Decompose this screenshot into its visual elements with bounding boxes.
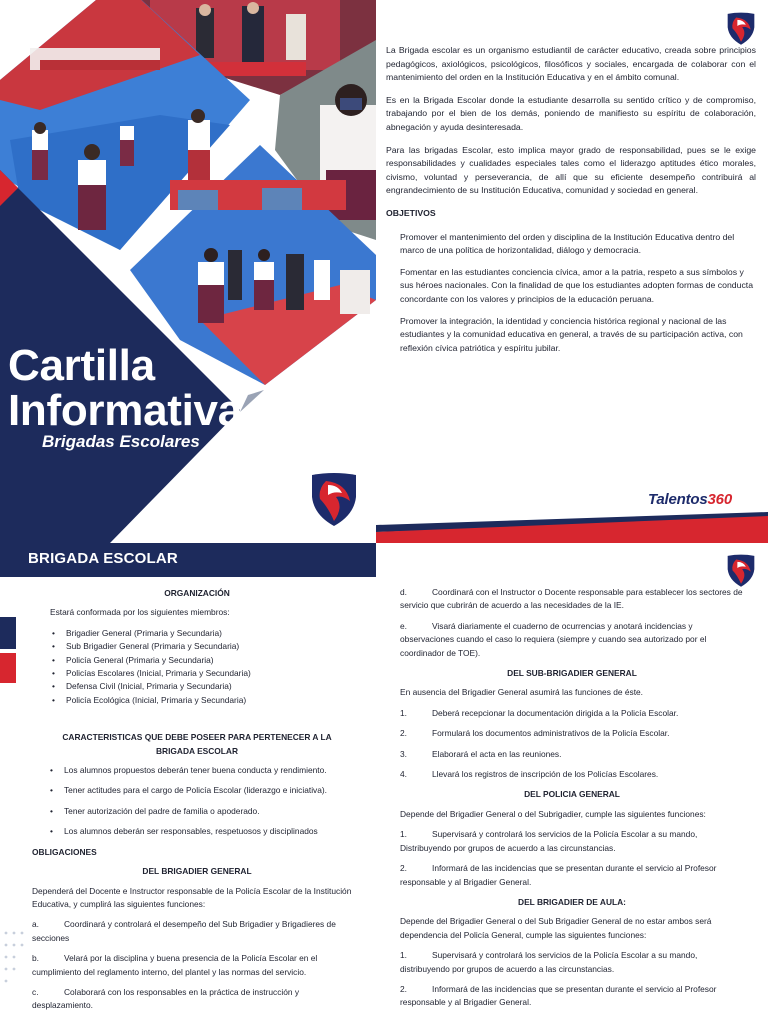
objetivos-heading: OBJETIVOS bbox=[386, 207, 436, 218]
item-text: Elaborará el acta en las reuniones. bbox=[432, 748, 562, 759]
brigadier-item-e bbox=[400, 620, 744, 660]
item-text: Llevará los registros de inscripción de los Policías Escolares. bbox=[432, 769, 659, 780]
cover-title-line2: Informativa bbox=[8, 386, 242, 435]
item-mark: 4. bbox=[400, 769, 407, 780]
eagle-shield-logo-icon bbox=[306, 467, 362, 533]
caracteristica-item: • Los alumnos propuestos deberán tener buena conducta y rendimiento. bbox=[64, 764, 362, 777]
item-mark: 2. bbox=[400, 728, 407, 739]
objetivo-3: Promover la integración, la identidad y conciencia histórica regional y nacional de las estudiantes y la comunidad educativa en general, a través de su participación activa, con reflexión cívica patriótica y espíritu jubilar. bbox=[400, 315, 743, 353]
cover-subtitle: Brigadas Escolares bbox=[42, 432, 200, 451]
brigadier-aula-intro: Depende del Brigadier General o del Sub Brigadier General de no estar ambos será dependencia del Policía General, cumple las siguientes funciones: bbox=[400, 916, 712, 940]
funciones-section bbox=[400, 586, 744, 1017]
intro-paragraph-3: Para las brigadas Escolar, esto implica mayor grado de responsabilidad, pues se le exige responsabilidades y cualidades especiales tales como el liderazgo aptitudes ético morales, civismo, voluntad y perseverancia, de allí que su eficiente desempeño contribuirá al engrandecimiento de su Institución Educativa, comunidad y sociedad en general. bbox=[386, 144, 756, 196]
members-list bbox=[32, 627, 362, 707]
brand-number: 360 bbox=[707, 491, 732, 508]
member-item: • Brigadier General (Primaria y Secundaria) bbox=[66, 627, 362, 640]
intro-paragraph-2: Es en la Brigada Escolar donde la estudiante desarrolla su sentido crítico y de compromiso, trabajando por el bien de los demás, poniendo de manifiesto su espíritu de colaboración, abnegación y ayuda desinteresada. bbox=[386, 94, 756, 132]
brigadier-item-c bbox=[32, 986, 362, 1013]
policia-general-intro: Depende del Brigadier General o del Subrigadier, cumple las siguientes funciones: bbox=[400, 808, 706, 819]
org-heading: ORGANIZACIÓN bbox=[164, 588, 230, 598]
item-mark: d. bbox=[400, 587, 407, 597]
item-mark: e. bbox=[400, 620, 407, 631]
item-text: Coordinará y controlará el desempeño del Sub Brigadier y Brigadieres de secciones bbox=[32, 919, 336, 943]
brigadier-item-a bbox=[32, 918, 362, 945]
pol-item bbox=[400, 828, 744, 855]
item-mark: 3. bbox=[400, 748, 407, 759]
item-text: Velará por la disciplina y buena presencia de la Policía Escolar en el cumplimiento del reglamento interno, del plantel y las normas del servicio. bbox=[32, 953, 318, 977]
page-title: BRIGADA ESCOLAR bbox=[28, 550, 178, 567]
policia-general-heading: DEL POLICIA GENERAL bbox=[524, 789, 620, 800]
item-text: Deberá recepcionar la documentación dirigida a la Policía Escolar. bbox=[432, 707, 679, 718]
eagle-shield-logo-icon bbox=[724, 9, 758, 49]
organizacion-section bbox=[32, 587, 362, 1020]
item-text: Informará de las incidencias que se presentan durante el servicio al Profesor responsable y al Brigadier General. bbox=[400, 863, 717, 887]
intro-text bbox=[386, 44, 756, 363]
page-brigada-escolar bbox=[0, 543, 376, 1024]
brigadier-intro: Dependerá del Docente e Instructor responsable de la Policía Escolar de la Institución Educativa, y cumplirá las siguientes funciones: bbox=[32, 885, 352, 909]
sub-item bbox=[400, 727, 744, 740]
member-item: • Sub Brigadier General (Primaria y Secundaria) bbox=[66, 640, 362, 653]
objetivo-1: Promover el mantenimiento del orden y disciplina de la Institución Educativa dentro del marco de una política de horizontalidad, diálogo y democracia. bbox=[400, 231, 735, 256]
aula-item bbox=[400, 983, 744, 1010]
header-band bbox=[0, 543, 376, 577]
caracteristica-item: • Tener autorización del padre de familia o apoderado. bbox=[64, 805, 362, 818]
sub-brigadier-intro: En ausencia del Brigadier General asumirá las funciones de éste. bbox=[400, 687, 644, 698]
item-text: Supervisará y controlará los servicios de la Policía Escolar a su mando, Distribuyendo por grupos de acuerdo a las circunstancias. bbox=[400, 829, 698, 853]
brigadier-item-d bbox=[400, 586, 744, 613]
obligaciones-heading: OBLIGACIONES bbox=[32, 846, 97, 857]
item-mark: 1. bbox=[400, 707, 407, 718]
item-mark: 2. bbox=[400, 983, 407, 994]
intro-paragraph-1: La Brigada escolar es un organismo estudiantil de carácter educativo, creada sobre principios pedagógicos, axiológicos, psicológicos, filosóficos y sociales, encargada de colaborar con el mantenimiento del orden en la Institución Educativa y en el ámbito comunal. bbox=[386, 45, 756, 83]
item-text: Supervisará y controlará los servicios de la Policía Escolar a su mando, distribuyendo por grupos de acuerdo a las circunstancias. bbox=[400, 950, 698, 974]
item-mark: b. bbox=[32, 953, 39, 964]
item-text: Coordinará con el Instructor o Docente responsable para establecer los sectores de servicio que cubrirán de acuerdo a las necesidades de la IE. bbox=[400, 587, 743, 611]
caracteristica-item: • Los alumnos deberán ser responsables, respetuosos y disciplinados bbox=[64, 825, 362, 838]
item-text: Informará de las incidencias que se presentan durante el servicio al Profesor responsable y al Brigadier General. bbox=[400, 983, 717, 1008]
caracteristicas-list bbox=[32, 764, 362, 839]
caracteristica-item: • Tener actitudes para el cargo de Policía Escolar (liderazgo e iniciativa). bbox=[64, 784, 362, 797]
cover-page bbox=[0, 0, 376, 543]
brand-name: Talentos bbox=[648, 491, 708, 508]
caract-heading: CARACTERISTICAS QUE DEBE POSEER PARA PERTENECER A LA BRIGADA ESCOLAR bbox=[62, 732, 332, 756]
item-mark: 1. bbox=[400, 950, 407, 961]
member-item: • Policía General (Primaria y Secundaria) bbox=[66, 654, 362, 667]
pol-item bbox=[400, 862, 744, 889]
item-mark: c. bbox=[32, 986, 39, 997]
sub-brigadier-heading: DEL SUB-BRIGADIER GENERAL bbox=[507, 668, 637, 679]
brigadier-aula-heading: DEL BRIGADIER DE AULA: bbox=[518, 896, 626, 907]
org-intro: Estará conformada por los siguientes miembros: bbox=[50, 607, 230, 618]
intro-page bbox=[376, 0, 768, 543]
item-text: Formulará los documentos administrativos de la Policía Escolar. bbox=[432, 728, 670, 739]
eagle-shield-logo-icon bbox=[724, 551, 758, 591]
aula-item bbox=[400, 949, 744, 976]
item-text: Visará diariamente el cuaderno de ocurrencias y anotará incidencias y observaciones cuando el caso lo requiera (siempre y cuando sea autorizado por el coordinador de TOE). bbox=[400, 620, 707, 658]
member-item: • Policías Escolares (Inicial, Primaria y Secundaria) bbox=[66, 667, 362, 680]
brigadier-heading: DEL BRIGADIER GENERAL bbox=[142, 866, 252, 877]
sub-item bbox=[400, 748, 744, 761]
cover-artwork bbox=[0, 0, 376, 543]
objetivo-2: Fomentar en las estudiantes conciencia cívica, amor a la patria, respeto a sus símbolos y sus héroes nacionales. Con la finalidad de que los estudiantes adopten formas de conducta concordante con los valores y principios de la educación peruana. bbox=[400, 266, 754, 304]
item-mark: 1. bbox=[400, 829, 407, 840]
talentos360-logo bbox=[648, 491, 732, 508]
side-stripes bbox=[0, 617, 20, 687]
sub-item bbox=[400, 707, 744, 720]
cover-title bbox=[8, 343, 242, 433]
item-text: Colaborará con los responsables en la práctica de instrucción y desplazamiento. bbox=[32, 986, 300, 1011]
item-mark: 2. bbox=[400, 863, 407, 874]
member-item: • Defensa Civil (Inicial, Primaria y Secundaria) bbox=[66, 680, 362, 693]
cover-title-line1: Cartilla bbox=[8, 341, 155, 390]
sub-item bbox=[400, 768, 744, 781]
item-mark: a. bbox=[32, 919, 39, 930]
brigadier-item-b bbox=[32, 952, 362, 979]
page-funciones bbox=[376, 543, 768, 1024]
member-item: • Policía Ecológica (Inicial, Primaria y Secundaria) bbox=[66, 694, 362, 707]
